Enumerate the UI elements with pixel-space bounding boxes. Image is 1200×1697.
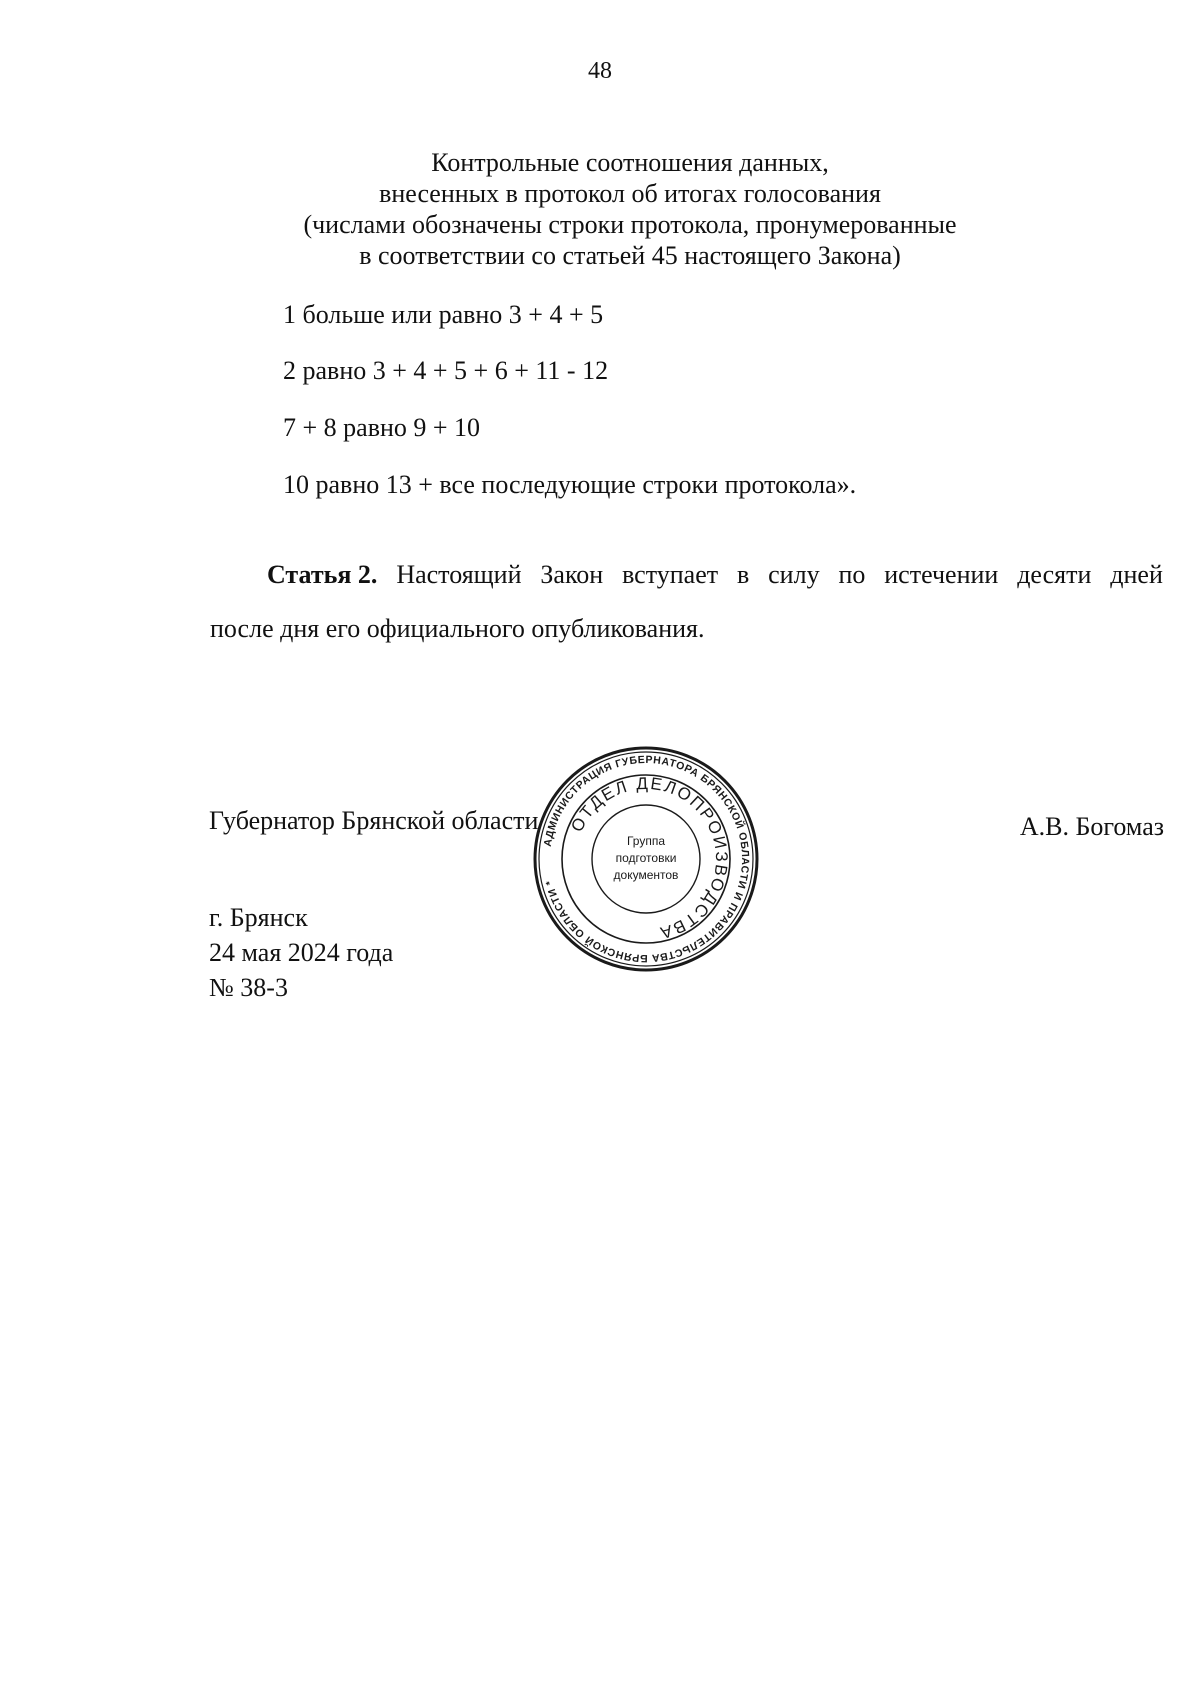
seal-center-line-3: документов <box>613 868 679 882</box>
article-word: десяти <box>1017 560 1092 589</box>
article-line-1 <box>210 548 1163 602</box>
heading-line-1: Контрольные соотношения данных, <box>431 148 829 177</box>
section-heading <box>200 147 1060 271</box>
article-word: вступает <box>622 560 719 589</box>
issue-date: 24 мая 2024 года <box>209 938 394 967</box>
seal-outer-text: АДМИНИСТРАЦИЯ ГУБЕРНАТОРА БРЯНСКОЙ ОБЛАСТИ И ПРАВИТЕЛЬСТВА БРЯНСКОЙ ОБЛАСТИ * <box>541 753 752 965</box>
issue-number: № 38-3 <box>209 973 288 1002</box>
heading-line-3: (числами обозначены строки протокола, пронумерованные <box>303 210 957 239</box>
article-word: в <box>736 560 750 589</box>
article-line-2: после дня его официального опубликования. <box>210 614 705 643</box>
article-word: Закон <box>540 560 604 589</box>
article-word: силу <box>768 560 820 589</box>
issue-city: г. Брянск <box>209 903 308 932</box>
heading-line-2: внесенных в протокол об итогах голосования <box>379 179 881 208</box>
signatory-name: А.В. Богомаз <box>1019 812 1164 841</box>
ratio-line-4: 10 равно 13 + все последующие строки протокола». <box>283 470 857 499</box>
seal-inner-text: ОТДЕЛ ДЕЛОПРОИЗВОДСТВА <box>567 773 732 943</box>
article-word: Настоящий <box>396 560 522 589</box>
seal-center-line-2: подготовки <box>615 851 677 865</box>
article-word: истечении <box>884 560 999 589</box>
article-word: по <box>838 560 866 589</box>
ratio-line-3: 7 + 8 равно 9 + 10 <box>283 413 481 442</box>
ratio-line-1: 1 больше или равно 3 + 4 + 5 <box>283 300 604 329</box>
issue-details <box>209 900 393 1005</box>
page-number: 48 <box>588 58 612 84</box>
seal-center-line-1: Группа <box>626 834 666 848</box>
article-label: Статья 2. <box>267 560 378 589</box>
official-seal-stamp <box>532 745 760 973</box>
governor-title: Губернатор Брянской области <box>209 806 539 835</box>
article-word: дней <box>1110 560 1163 589</box>
article-2 <box>210 548 1163 656</box>
ratio-line-2: 2 равно 3 + 4 + 5 + 6 + 11 - 12 <box>283 356 609 385</box>
heading-line-4: в соответствии со статьей 45 настоящего Закона) <box>359 241 901 270</box>
